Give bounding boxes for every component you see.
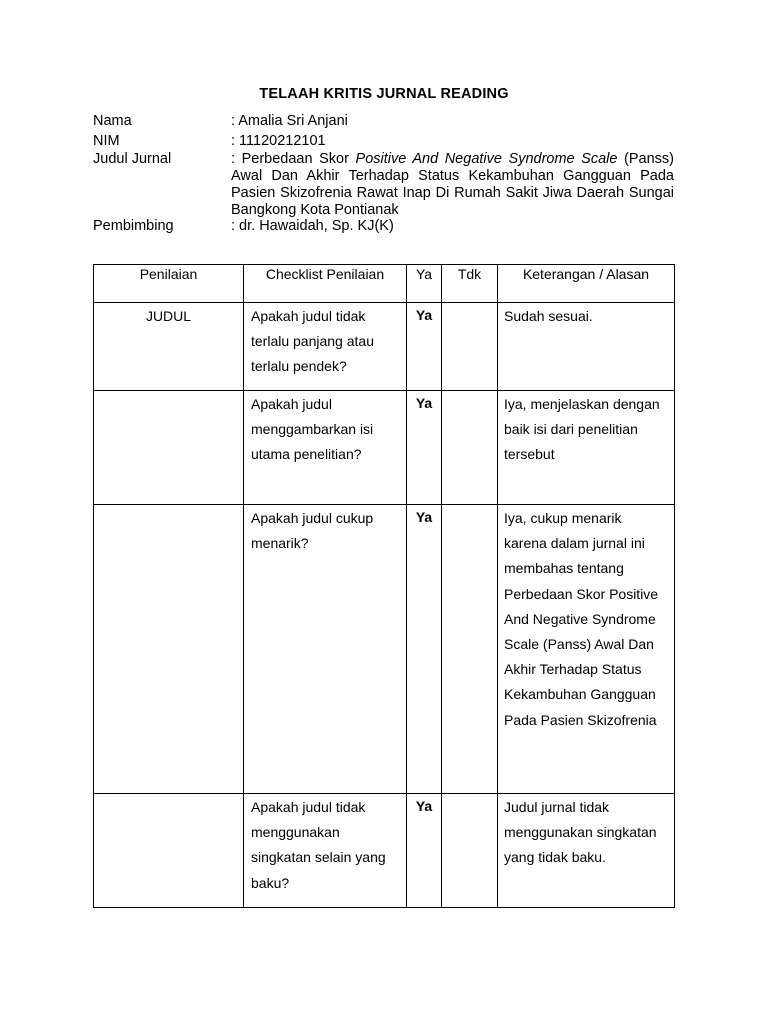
nama-label: Nama — [93, 113, 132, 129]
header-tdk: Tdk — [442, 265, 498, 303]
judul-italic: Positive And Negative Syndrome Scale — [355, 151, 618, 167]
cell-ya: Ya — [407, 303, 442, 391]
nim-label: NIM — [93, 133, 120, 149]
judul-rest: (Panss) Awal Dan Akhir Terhadap Status Kekambuhan Gangguan Pada Pasien Skizofrenia Rawat Inap Di Rumah Sakit Jiwa Daerah Sungai Bangkong Kota Pontianak — [231, 151, 674, 218]
table-row — [94, 794, 675, 908]
cell-ya: Ya — [407, 391, 442, 505]
judul-prefix: : Perbedaan Skor — [231, 151, 356, 167]
checklist-table — [93, 264, 675, 908]
table-row — [94, 391, 675, 505]
cell-tdk — [442, 794, 498, 908]
cell-penilaian — [94, 391, 244, 505]
cell-checklist: Apakah judul tidak menggunakan singkatan selain yang baku? — [244, 794, 407, 908]
judul-jurnal-label: Judul Jurnal — [93, 151, 172, 167]
cell-penilaian — [94, 505, 244, 794]
header-ya: Ya — [407, 265, 442, 303]
pembimbing-value: : dr. Hawaidah, Sp. KJ(K) — [231, 218, 394, 234]
table-row — [94, 303, 675, 391]
cell-keterangan: Iya, menjelaskan dengan baik isi dari penelitian tersebut — [498, 391, 675, 505]
cell-checklist: Apakah judul cukup menarik? — [244, 505, 407, 794]
cell-penilaian — [94, 794, 244, 908]
cell-checklist: Apakah judul tidak terlalu panjang atau terlalu pendek? — [244, 303, 407, 391]
cell-penilaian: JUDUL — [94, 303, 244, 391]
cell-keterangan: Sudah sesuai. — [498, 303, 675, 391]
cell-ya: Ya — [407, 505, 442, 794]
judul-jurnal-value — [231, 151, 674, 219]
cell-ya: Ya — [407, 794, 442, 908]
table-row — [94, 505, 675, 794]
header-penilaian: Penilaian — [94, 265, 244, 303]
cell-checklist: Apakah judul menggambarkan isi utama penelitian? — [244, 391, 407, 505]
nim-value: : 11120212101 — [231, 133, 326, 149]
pembimbing-label: Pembimbing — [93, 218, 174, 234]
cell-keterangan: Judul jurnal tidak menggunakan singkatan yang tidak baku. — [498, 794, 675, 908]
table-header-row — [94, 265, 675, 303]
page-title: TELAAH KRITIS JURNAL READING — [259, 86, 509, 102]
cell-tdk — [442, 303, 498, 391]
header-keterangan: Keterangan / Alasan — [498, 265, 675, 303]
cell-keterangan: Iya, cukup menarik karena dalam jurnal ini membahas tentang Perbedaan Skor Positive And Negative Syndrome Scale (Panss) Awal Dan Akhir Terhadap Status Kekambuhan Gangguan Pada Pasien Skizofrenia — [498, 505, 675, 794]
cell-tdk — [442, 391, 498, 505]
cell-tdk — [442, 505, 498, 794]
header-checklist: Checklist Penilaian — [244, 265, 407, 303]
nama-value: : Amalia Sri Anjani — [231, 113, 348, 129]
